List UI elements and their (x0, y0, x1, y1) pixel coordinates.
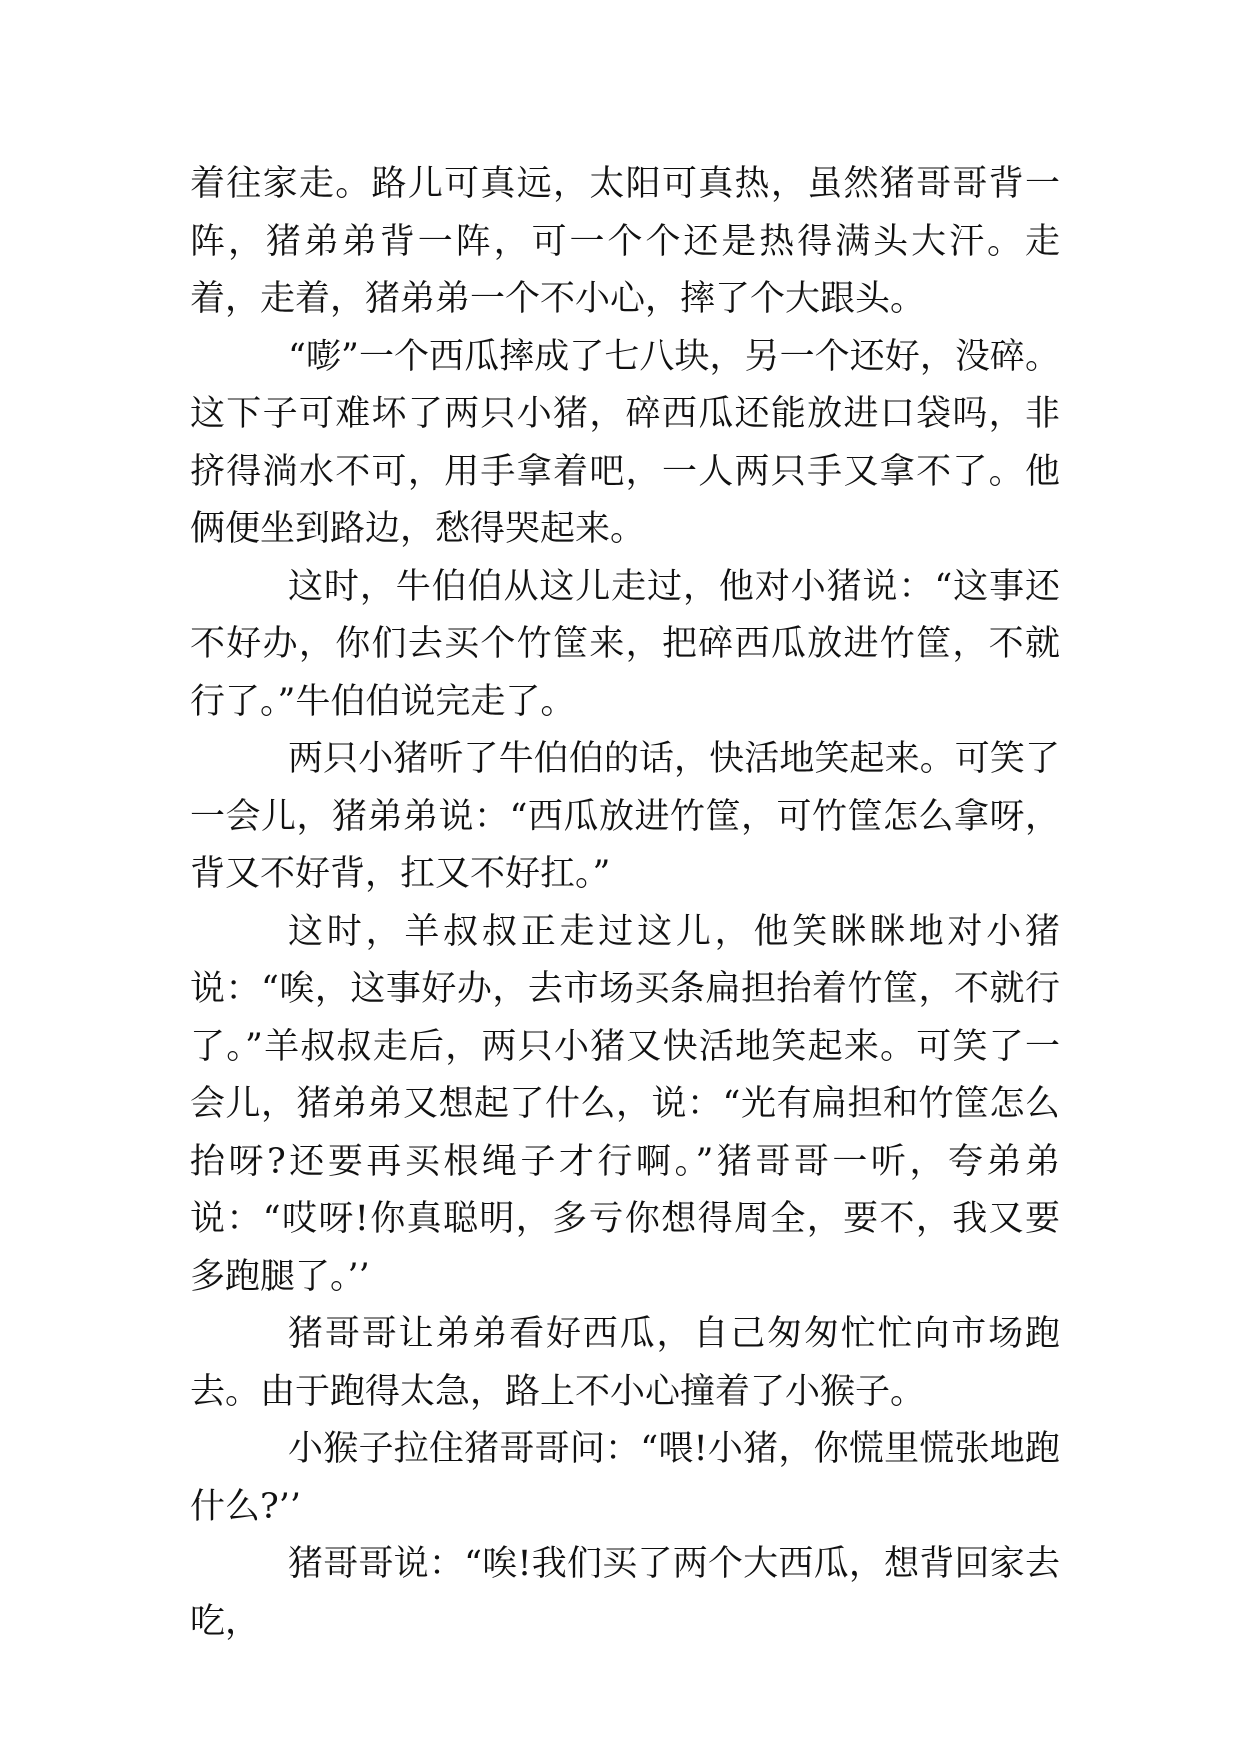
paragraph-6: 猪哥哥让弟弟看好西瓜，自己匆匆忙忙向市场跑去。由于跑得太急，路上不小心撞着了小猴子。 (190, 1314, 1060, 1412)
paragraph-3: 这时，牛伯伯从这儿走过，他对小猪说：“这事还不好办，你们去买个竹筐来，把碎西瓜放进竹筐，不就行了。”牛伯伯说完走了。 (190, 566, 1060, 722)
paragraph-8: 猪哥哥说：“唉!我们买了两个大西瓜，想背回家去吃， (190, 1544, 1060, 1642)
story-text (190, 156, 1060, 1651)
paragraph-4: 两只小猪听了牛伯伯的话，快活地笑起来。可笑了一会儿，猪弟弟说：“西瓜放进竹筐，可竹筐怎么拿呀，背又不好背，扛又不好扛。” (190, 739, 1060, 894)
paragraph-5: 这时，羊叔叔正走过这儿，他笑眯眯地对小猪说：“唉，这事好办，去市场买条扁担抬着竹筐，不就行了。”羊叔叔走后，两只小猪又快活地笑起来。可笑了一会儿，猪弟弟又想起了什么，说：“光有扁担和竹筐怎么抬呀?还要再买根绳子才行啊。”猪哥哥一听，夸弟弟说：“哎呀!你真聪明，多亏你想得周全，要不，我又要多跑腿了。’’ (190, 911, 1060, 1297)
paragraph-1: 着往家走。路儿可真远，太阳可真热，虽然猪哥哥背一阵，猪弟弟背一阵，可一个个还是热得满头大汗。走着，走着，猪弟弟一个不小心，摔了个大跟头。 (190, 164, 1060, 319)
paragraph-2: “嘭”一个西瓜摔成了七八块，另一个还好，没碎。这下子可难坏了两只小猪，碎西瓜还能放进口袋吗，非挤得淌水不可，用手拿着吧，一人两只手又拿不了。他俩便坐到路边，愁得哭起来。 (190, 336, 1060, 549)
paragraph-7: 小猴子拉住猪哥哥问：“喂!小猪，你慌里慌张地跑什么?’’ (190, 1429, 1060, 1527)
